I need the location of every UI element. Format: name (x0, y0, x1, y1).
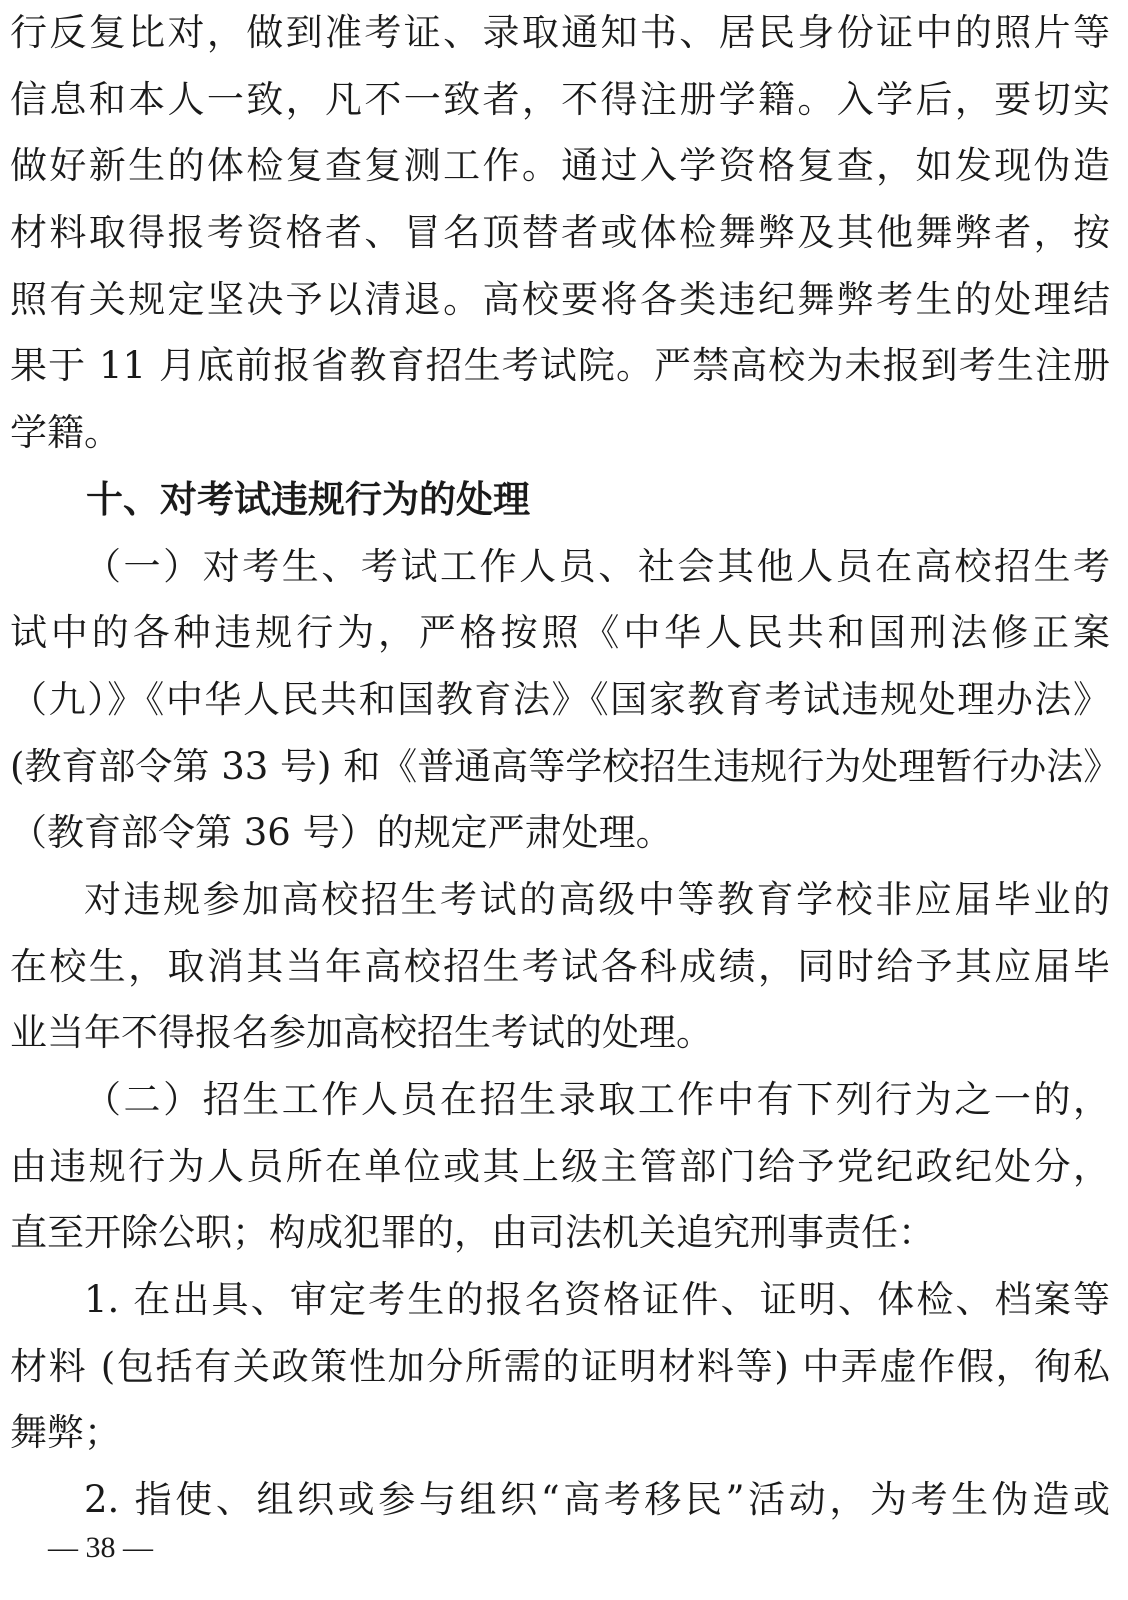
section-heading: 十、对考试违规行为的处理 (86, 477, 530, 521)
page-number: — 38 — (48, 1531, 153, 1564)
text-line: 直至开除公职；构成犯罪的，由司法机关追究刑事责任： (10, 1211, 935, 1255)
text-line: （一）对考生、考试工作人员、社会其他人员在高校招生考 (84, 544, 1110, 588)
text-line: 舞弊； (10, 1411, 121, 1455)
text-line: 果于 11 月底前报省教育招生考试院。严禁高校为未报到考生注册 (10, 344, 1110, 388)
text-line: 1. 在出具、审定考生的报名资格证件、证明、体检、档案等 (84, 1278, 1110, 1322)
text-line: （教育部令第 36 号）的规定严肃处理。 (10, 811, 673, 855)
text-line: 信息和本人一致，凡不一致者，不得注册学籍。入学后，要切实 (10, 77, 1110, 121)
text-line: 照有关规定坚决予以清退。高校要将各类违纪舞弊考生的处理结 (10, 277, 1110, 321)
text-line: （九）》《中华人民共和国教育法》《国家教育考试违规处理办法》 (10, 677, 1110, 721)
document-page (10, 0, 1121, 1534)
text-line: （二）招生工作人员在招生录取工作中有下列行为之一的， (84, 1078, 1110, 1121)
text-line: (教育部令第 33 号) 和《普通高等学校招生违规行为处理暂行办法》 (10, 744, 1121, 788)
text-line: 做好新生的体检复查复测工作。通过入学资格复查，如发现伪造 (10, 144, 1110, 188)
text-line: 材料 (包括有关政策性加分所需的证明材料等) 中弄虚作假，徇私 (10, 1344, 1110, 1388)
text-line: 在校生，取消其当年高校招生考试各科成绩，同时给予其应届毕 (10, 944, 1110, 988)
text-line: 2. 指使、组织或参与组织“高考移民”活动，为考生伪造或 (84, 1478, 1110, 1522)
text-line: 材料取得报考资格者、冒名顶替者或体检舞弊及其他舞弊者，按 (10, 211, 1110, 255)
text-line: 对违规参加高校招生考试的高级中等教育学校非应届毕业的 (84, 877, 1110, 921)
text-line: 由违规行为人员所在单位或其上级主管部门给予党纪政纪处分， (10, 1144, 1110, 1188)
text-line: 试中的各种违规行为，严格按照《中华人民共和国刑法修正案 (10, 611, 1110, 655)
text-line: 学籍。 (10, 411, 121, 455)
text-line: 行反复比对，做到准考证、录取通知书、居民身份证中的照片等 (10, 11, 1110, 54)
text-line: 业当年不得报名参加高校招生考试的处理。 (10, 1011, 713, 1055)
document-body (10, 0, 1121, 1534)
